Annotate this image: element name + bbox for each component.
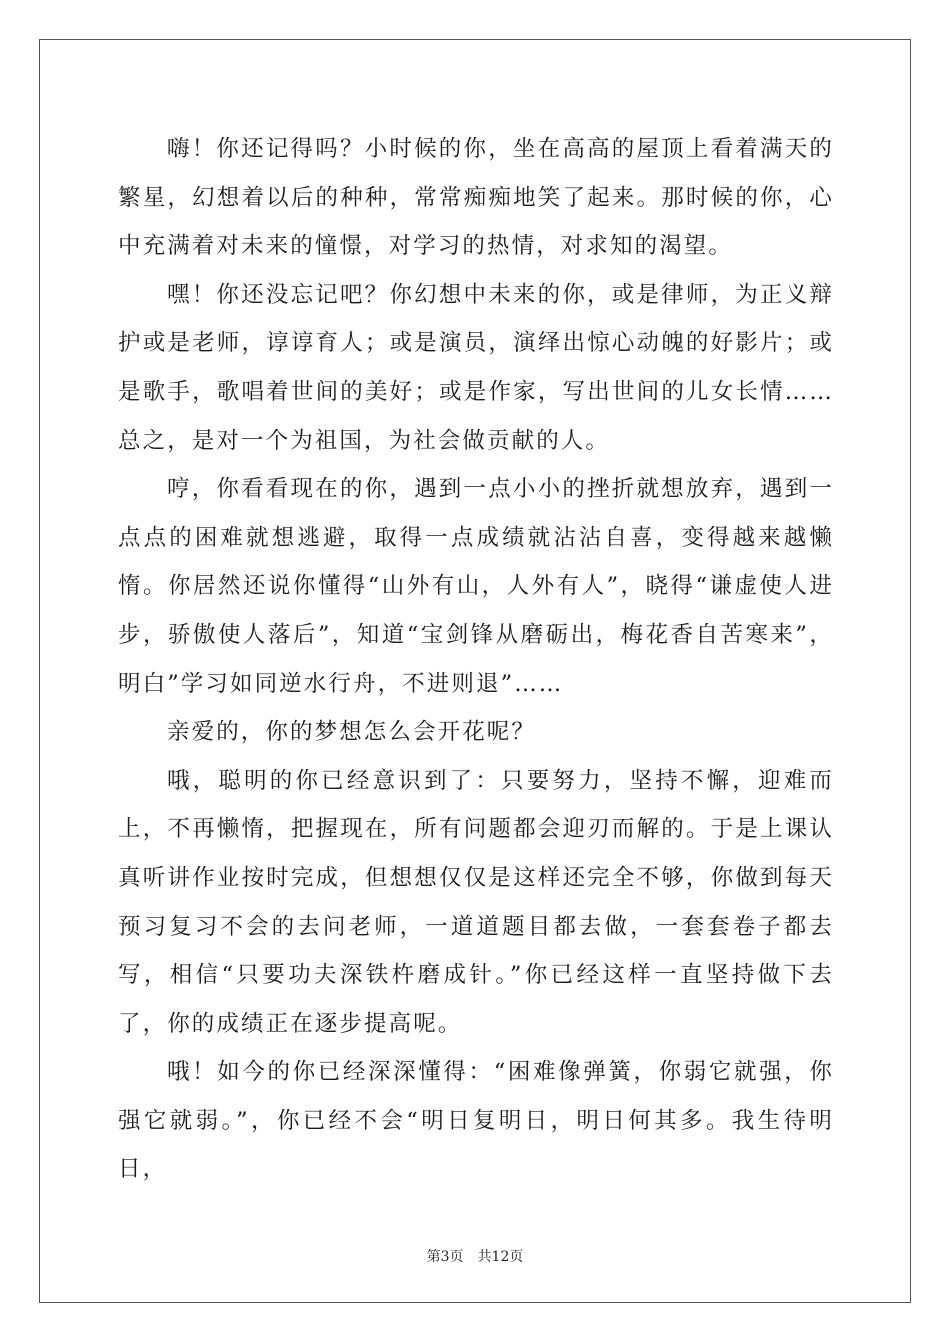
document-body — [118, 125, 834, 1194]
paragraph: 亲爱的，你的梦想怎么会开花呢？ — [167, 719, 537, 746]
paragraph: 哦！如今的你已经深深懂得：“困难像弹簧，你弱它就强，你强它就弱。”，你已经不会“明日复明日，明日何其多。我生待明日， — [118, 1059, 834, 1183]
paragraph: 嗨！你还记得吗？小时候的你，坐在高高的屋顶上看着满天的繁星，幻想着以后的种种，常常痴痴地笑了起来。那时候的你，心中充满着对未来的憧憬，对学习的热情，对求知的渴望。 — [118, 136, 834, 260]
paragraph: 哼，你看看现在的你，遇到一点小小的挫折就想放弃，遇到一点点的困难就想逃避，取得一点成绩就沾沾自喜，变得越来越懒惰。你居然还说你懂得“山外有山，人外有人”，晓得“谦虚使人进步，骄傲使人落后”，知道“宝剑锋从磨砺出，梅花香自苦寒来”，明白”学习如同逆水行舟，不进则退”…… — [118, 476, 834, 697]
paragraph: 嘿！你还没忘记吧？你幻想中未来的你，或是律师，为正义辩护或是老师，谆谆育人；或是演员，演绎出惊心动魄的好影片；或是歌手，歌唱着世间的美好；或是作家，写出世间的儿女长情……总之，是对一个为祖国，为社会做贡献的人。 — [118, 281, 834, 454]
page-total: 共12页 — [477, 1249, 524, 1265]
paragraph: 哦，聪明的你已经意识到了：只要努力，坚持不懈，迎难而上，不再懒惰，把握现在，所有问题都会迎刃而解的。于是上课认真听讲作业按时完成，但想想仅仅是这样还完全不够，你做到每天预习复习不会的去问老师，一道道题目都去做，一套套卷子都去写，相信“只要功夫深铁杵磨成针。”你已经这样一直坚持做下去了，你的成绩正在逐步提高呢。 — [118, 767, 834, 1037]
page-number: 第3页 — [426, 1249, 464, 1265]
page-footer — [0, 1248, 950, 1266]
